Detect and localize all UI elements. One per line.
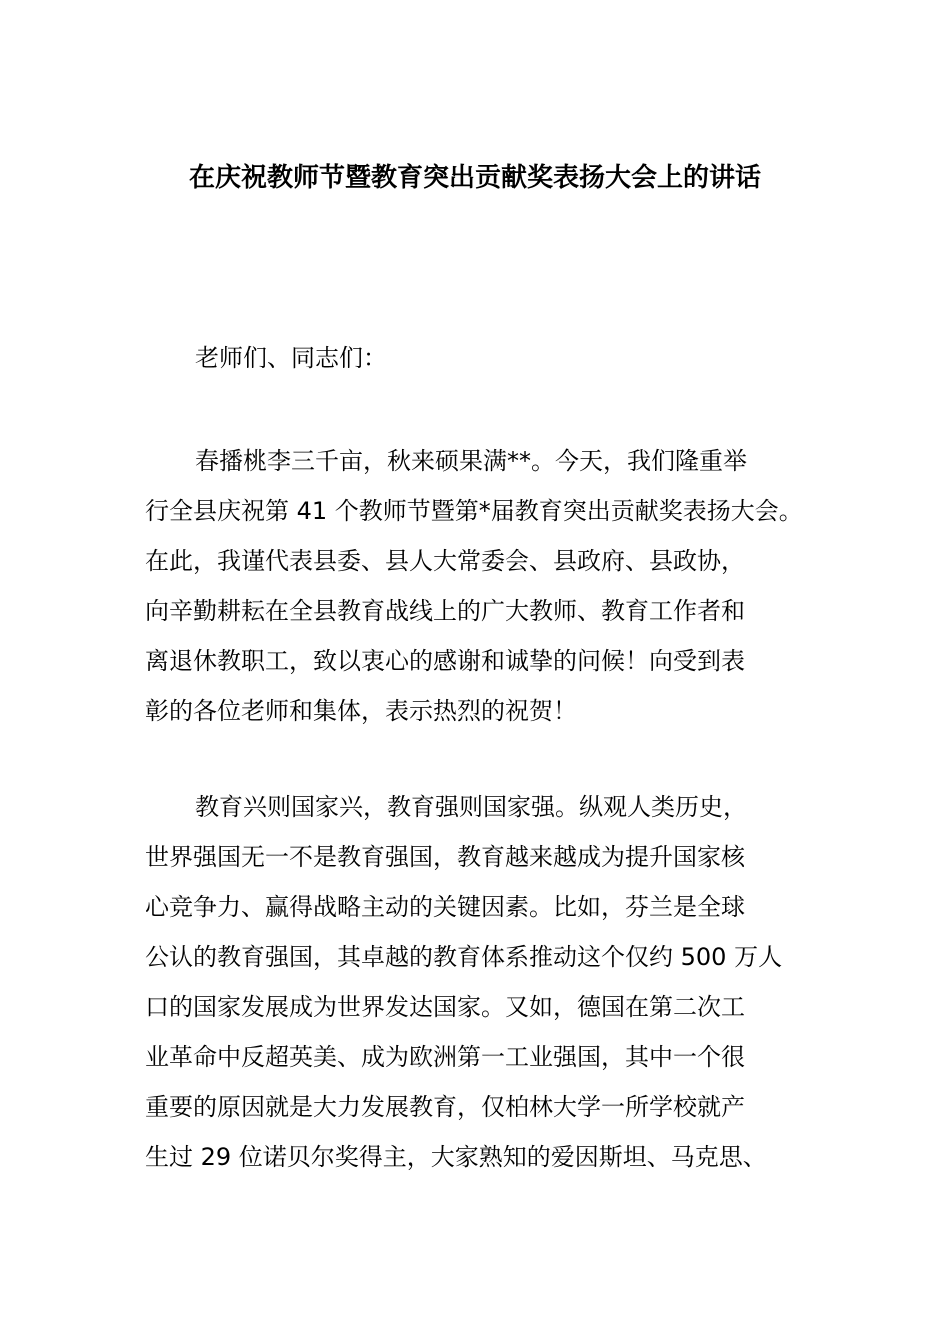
paragraph-line: 春播桃李三千亩，秋来硕果满**。今天，我们隆重举 — [195, 447, 747, 475]
paragraph-line: 世界强国无一不是教育强国，教育越来越成为提升国家核 — [145, 843, 745, 871]
paragraph-line: 行全县庆祝第 41 个教师节暨第*届教育突出贡献奖表扬大会。 — [145, 497, 803, 525]
paragraph-line: 业革命中反超英美、成为欧洲第一工业强国，其中一个很 — [145, 1043, 745, 1071]
document-title: 在庆祝教师节暨教育突出贡献奖表扬大会上的讲话 — [188, 163, 761, 193]
paragraph-line: 心竞争力、赢得战略主动的关键因素。比如，芬兰是全球 — [145, 893, 745, 921]
paragraph-line: 重要的原因就是大力发展教育，仅柏林大学一所学校就产 — [145, 1093, 745, 1121]
paragraph-line: 公认的教育强国，其卓越的教育体系推动这个仅约 500 万人 — [145, 943, 783, 971]
paragraph-line: 彰的各位老师和集体，表示热烈的祝贺！ — [145, 697, 577, 725]
paragraph-line: 教育兴则国家兴，教育强则国家强。纵观人类历史， — [195, 793, 747, 821]
paragraph-line: 口的国家发展成为世界发达国家。又如，德国在第二次工 — [145, 993, 745, 1021]
paragraph-line: 离退休教职工，致以衷心的感谢和诚挚的问候！向受到表 — [145, 647, 745, 675]
paragraph-1 — [145, 436, 825, 736]
paragraph-2 — [145, 782, 825, 1182]
paragraph-line: 向辛勤耕耘在全县教育战线上的广大教师、教育工作者和 — [145, 597, 745, 625]
paragraph-line: 生过 29 位诺贝尔奖得主，大家熟知的爱因斯坦、马克思、 — [145, 1143, 767, 1171]
paragraph-line: 在此，我谨代表县委、县人大常委会、县政府、县政协， — [145, 547, 745, 575]
salutation: 老师们、同志们： — [195, 344, 387, 372]
